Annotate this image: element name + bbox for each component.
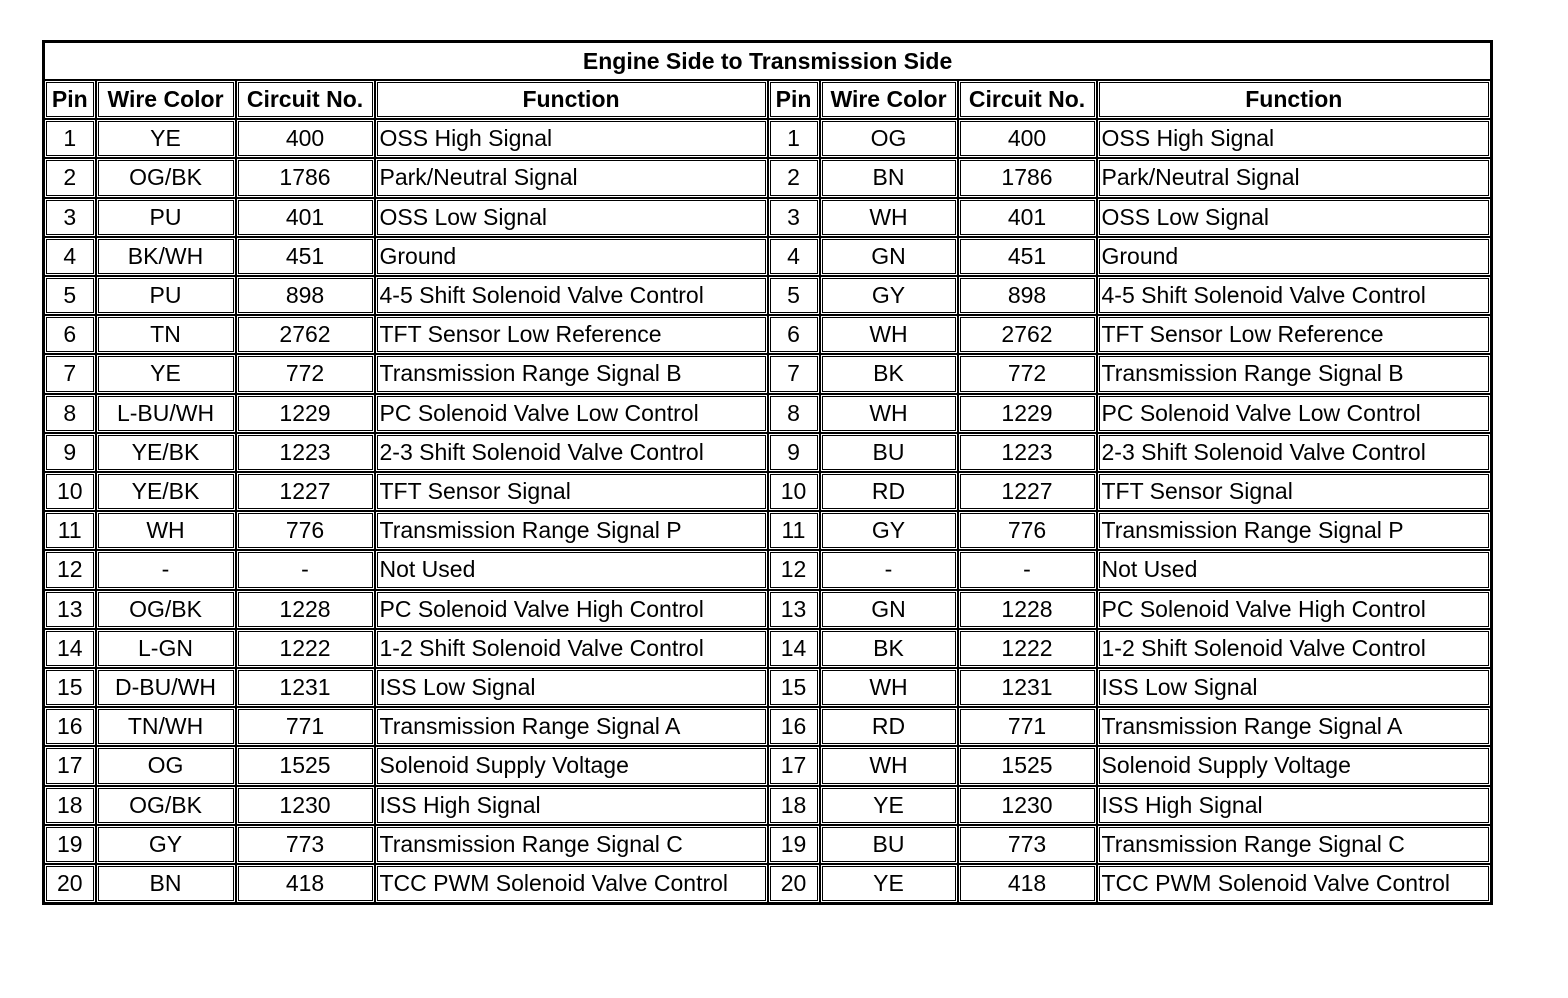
circuit-no-transmission-cell: 771 <box>958 707 1097 746</box>
header-pin-transmission: Pin <box>768 80 820 119</box>
pin-transmission-cell: 19 <box>768 825 820 864</box>
circuit-no-transmission-cell: 1227 <box>958 472 1097 511</box>
function-engine-cell: TFT Sensor Low Reference <box>375 315 768 354</box>
wire-color-transmission-cell: WH <box>820 746 958 785</box>
circuit-no-engine-cell: 773 <box>236 825 375 864</box>
function-engine-cell: Ground <box>375 237 768 276</box>
circuit-no-engine-cell: 1223 <box>236 433 375 472</box>
function-engine-cell: TFT Sensor Signal <box>375 472 768 511</box>
pin-transmission-cell: 5 <box>768 276 820 315</box>
wire-color-transmission-cell: BK <box>820 629 958 668</box>
circuit-no-engine-cell: 771 <box>236 707 375 746</box>
function-transmission-cell: Park/Neutral Signal <box>1097 158 1492 197</box>
pin-engine-cell: 10 <box>44 472 96 511</box>
pin-engine-cell: 18 <box>44 786 96 825</box>
function-transmission-cell: ISS High Signal <box>1097 786 1492 825</box>
function-transmission-cell: 1-2 Shift Solenoid Valve Control <box>1097 629 1492 668</box>
circuit-no-transmission-cell: 1228 <box>958 590 1097 629</box>
function-engine-cell: Transmission Range Signal C <box>375 825 768 864</box>
circuit-no-transmission-cell: 1222 <box>958 629 1097 668</box>
header-function-transmission: Function <box>1097 80 1492 119</box>
function-transmission-cell: Ground <box>1097 237 1492 276</box>
wire-color-transmission-cell: GY <box>820 511 958 550</box>
circuit-no-transmission-cell: - <box>958 550 1097 589</box>
wire-color-transmission-cell: YE <box>820 786 958 825</box>
function-engine-cell: Transmission Range Signal P <box>375 511 768 550</box>
pin-engine-cell: 6 <box>44 315 96 354</box>
table-row <box>44 786 1492 825</box>
header-row <box>44 80 1492 119</box>
circuit-no-transmission-cell: 772 <box>958 354 1097 393</box>
pin-engine-cell: 7 <box>44 354 96 393</box>
header-wire-color-transmission: Wire Color <box>820 80 958 119</box>
wire-color-transmission-cell: WH <box>820 394 958 433</box>
pin-engine-cell: 4 <box>44 237 96 276</box>
wire-color-engine-cell: OG/BK <box>96 786 236 825</box>
wire-color-transmission-cell: RD <box>820 707 958 746</box>
wire-color-engine-cell: L-GN <box>96 629 236 668</box>
wire-color-transmission-cell: GN <box>820 237 958 276</box>
pin-transmission-cell: 18 <box>768 786 820 825</box>
circuit-no-transmission-cell: 1230 <box>958 786 1097 825</box>
wire-color-engine-cell: PU <box>96 198 236 237</box>
header-circuit-no-engine: Circuit No. <box>236 80 375 119</box>
circuit-no-transmission-cell: 418 <box>958 864 1097 904</box>
circuit-no-engine-cell: 401 <box>236 198 375 237</box>
wire-color-transmission-cell: WH <box>820 315 958 354</box>
table-row <box>44 433 1492 472</box>
wire-color-transmission-cell: GN <box>820 590 958 629</box>
function-transmission-cell: OSS Low Signal <box>1097 198 1492 237</box>
pin-transmission-cell: 12 <box>768 550 820 589</box>
pin-engine-cell: 15 <box>44 668 96 707</box>
pin-transmission-cell: 10 <box>768 472 820 511</box>
wire-color-engine-cell: YE <box>96 119 236 158</box>
header-function-engine: Function <box>375 80 768 119</box>
table-row <box>44 354 1492 393</box>
wire-color-engine-cell: BK/WH <box>96 237 236 276</box>
function-engine-cell: ISS High Signal <box>375 786 768 825</box>
pin-transmission-cell: 3 <box>768 198 820 237</box>
circuit-no-engine-cell: 776 <box>236 511 375 550</box>
wire-color-transmission-cell: RD <box>820 472 958 511</box>
circuit-no-engine-cell: 400 <box>236 119 375 158</box>
function-transmission-cell: TFT Sensor Signal <box>1097 472 1492 511</box>
header-pin-engine: Pin <box>44 80 96 119</box>
wire-color-transmission-cell: WH <box>820 668 958 707</box>
table-row <box>44 707 1492 746</box>
table-row <box>44 237 1492 276</box>
pin-transmission-cell: 2 <box>768 158 820 197</box>
pin-transmission-cell: 4 <box>768 237 820 276</box>
pin-engine-cell: 9 <box>44 433 96 472</box>
function-transmission-cell: 2-3 Shift Solenoid Valve Control <box>1097 433 1492 472</box>
wire-color-engine-cell: YE <box>96 354 236 393</box>
function-transmission-cell: 4-5 Shift Solenoid Valve Control <box>1097 276 1492 315</box>
pin-engine-cell: 19 <box>44 825 96 864</box>
function-engine-cell: Transmission Range Signal B <box>375 354 768 393</box>
function-transmission-cell: Not Used <box>1097 550 1492 589</box>
circuit-no-transmission-cell: 1231 <box>958 668 1097 707</box>
pin-transmission-cell: 15 <box>768 668 820 707</box>
pin-engine-cell: 16 <box>44 707 96 746</box>
pin-transmission-cell: 13 <box>768 590 820 629</box>
circuit-no-engine-cell: 1222 <box>236 629 375 668</box>
circuit-no-engine-cell: 1228 <box>236 590 375 629</box>
circuit-no-engine-cell: 418 <box>236 864 375 904</box>
circuit-no-engine-cell: 1786 <box>236 158 375 197</box>
circuit-no-transmission-cell: 773 <box>958 825 1097 864</box>
table-title: Engine Side to Transmission Side <box>44 42 1492 81</box>
table-row <box>44 315 1492 354</box>
pin-transmission-cell: 14 <box>768 629 820 668</box>
function-transmission-cell: TCC PWM Solenoid Valve Control <box>1097 864 1492 904</box>
wire-color-engine-cell: BN <box>96 864 236 904</box>
function-engine-cell: 2-3 Shift Solenoid Valve Control <box>375 433 768 472</box>
pin-engine-cell: 20 <box>44 864 96 904</box>
pin-engine-cell: 8 <box>44 394 96 433</box>
pinout-table <box>42 40 1493 905</box>
table-row <box>44 668 1492 707</box>
wire-color-transmission-cell: BU <box>820 825 958 864</box>
pin-engine-cell: 17 <box>44 746 96 785</box>
function-engine-cell: 4-5 Shift Solenoid Valve Control <box>375 276 768 315</box>
function-engine-cell: Park/Neutral Signal <box>375 158 768 197</box>
pin-engine-cell: 11 <box>44 511 96 550</box>
pin-transmission-cell: 17 <box>768 746 820 785</box>
function-engine-cell: PC Solenoid Valve Low Control <box>375 394 768 433</box>
pin-transmission-cell: 7 <box>768 354 820 393</box>
pin-engine-cell: 12 <box>44 550 96 589</box>
wire-color-engine-cell: PU <box>96 276 236 315</box>
table-row <box>44 472 1492 511</box>
function-engine-cell: ISS Low Signal <box>375 668 768 707</box>
function-transmission-cell: ISS Low Signal <box>1097 668 1492 707</box>
table-row <box>44 864 1492 904</box>
pin-transmission-cell: 1 <box>768 119 820 158</box>
wire-color-engine-cell: - <box>96 550 236 589</box>
function-transmission-cell: PC Solenoid Valve High Control <box>1097 590 1492 629</box>
circuit-no-transmission-cell: 898 <box>958 276 1097 315</box>
circuit-no-transmission-cell: 400 <box>958 119 1097 158</box>
table-body <box>44 119 1492 904</box>
function-transmission-cell: Transmission Range Signal A <box>1097 707 1492 746</box>
function-transmission-cell: PC Solenoid Valve Low Control <box>1097 394 1492 433</box>
circuit-no-engine-cell: - <box>236 550 375 589</box>
circuit-no-engine-cell: 1230 <box>236 786 375 825</box>
circuit-no-engine-cell: 1229 <box>236 394 375 433</box>
circuit-no-transmission-cell: 776 <box>958 511 1097 550</box>
function-engine-cell: TCC PWM Solenoid Valve Control <box>375 864 768 904</box>
wire-color-engine-cell: TN <box>96 315 236 354</box>
wire-color-engine-cell: YE/BK <box>96 472 236 511</box>
wire-color-engine-cell: OG <box>96 746 236 785</box>
table-row <box>44 746 1492 785</box>
table-row <box>44 276 1492 315</box>
function-transmission-cell: TFT Sensor Low Reference <box>1097 315 1492 354</box>
function-transmission-cell: Transmission Range Signal B <box>1097 354 1492 393</box>
circuit-no-engine-cell: 1525 <box>236 746 375 785</box>
pin-engine-cell: 2 <box>44 158 96 197</box>
circuit-no-engine-cell: 772 <box>236 354 375 393</box>
pin-transmission-cell: 16 <box>768 707 820 746</box>
function-transmission-cell: Transmission Range Signal C <box>1097 825 1492 864</box>
pin-engine-cell: 14 <box>44 629 96 668</box>
pin-transmission-cell: 11 <box>768 511 820 550</box>
wire-color-transmission-cell: BU <box>820 433 958 472</box>
pin-engine-cell: 13 <box>44 590 96 629</box>
wire-color-engine-cell: OG/BK <box>96 158 236 197</box>
function-engine-cell: Solenoid Supply Voltage <box>375 746 768 785</box>
table-row <box>44 119 1492 158</box>
function-engine-cell: PC Solenoid Valve High Control <box>375 590 768 629</box>
header-wire-color-engine: Wire Color <box>96 80 236 119</box>
table-row <box>44 550 1492 589</box>
wire-color-transmission-cell: WH <box>820 198 958 237</box>
circuit-no-transmission-cell: 451 <box>958 237 1097 276</box>
wire-color-engine-cell: YE/BK <box>96 433 236 472</box>
table-row <box>44 825 1492 864</box>
pin-engine-cell: 5 <box>44 276 96 315</box>
wire-color-engine-cell: GY <box>96 825 236 864</box>
wire-color-transmission-cell: BK <box>820 354 958 393</box>
pin-transmission-cell: 6 <box>768 315 820 354</box>
function-transmission-cell: Solenoid Supply Voltage <box>1097 746 1492 785</box>
wire-color-engine-cell: WH <box>96 511 236 550</box>
circuit-no-transmission-cell: 1786 <box>958 158 1097 197</box>
circuit-no-engine-cell: 1227 <box>236 472 375 511</box>
pin-engine-cell: 1 <box>44 119 96 158</box>
table-row <box>44 590 1492 629</box>
function-engine-cell: OSS Low Signal <box>375 198 768 237</box>
wire-color-engine-cell: OG/BK <box>96 590 236 629</box>
function-engine-cell: Transmission Range Signal A <box>375 707 768 746</box>
header-circuit-no-transmission: Circuit No. <box>958 80 1097 119</box>
function-transmission-cell: OSS High Signal <box>1097 119 1492 158</box>
circuit-no-engine-cell: 898 <box>236 276 375 315</box>
circuit-no-engine-cell: 2762 <box>236 315 375 354</box>
wire-color-transmission-cell: GY <box>820 276 958 315</box>
pin-engine-cell: 3 <box>44 198 96 237</box>
wire-color-engine-cell: D-BU/WH <box>96 668 236 707</box>
pin-transmission-cell: 8 <box>768 394 820 433</box>
function-engine-cell: Not Used <box>375 550 768 589</box>
wire-color-engine-cell: L-BU/WH <box>96 394 236 433</box>
wire-color-transmission-cell: OG <box>820 119 958 158</box>
table-row <box>44 158 1492 197</box>
circuit-no-transmission-cell: 1525 <box>958 746 1097 785</box>
circuit-no-engine-cell: 451 <box>236 237 375 276</box>
wire-color-engine-cell: TN/WH <box>96 707 236 746</box>
circuit-no-transmission-cell: 1223 <box>958 433 1097 472</box>
circuit-no-transmission-cell: 401 <box>958 198 1097 237</box>
table-row <box>44 629 1492 668</box>
table-row <box>44 394 1492 433</box>
table-row <box>44 511 1492 550</box>
wire-color-transmission-cell: YE <box>820 864 958 904</box>
wire-color-transmission-cell: BN <box>820 158 958 197</box>
pin-transmission-cell: 20 <box>768 864 820 904</box>
pin-transmission-cell: 9 <box>768 433 820 472</box>
function-transmission-cell: Transmission Range Signal P <box>1097 511 1492 550</box>
function-engine-cell: OSS High Signal <box>375 119 768 158</box>
circuit-no-transmission-cell: 1229 <box>958 394 1097 433</box>
circuit-no-transmission-cell: 2762 <box>958 315 1097 354</box>
wire-color-transmission-cell: - <box>820 550 958 589</box>
table-row <box>44 198 1492 237</box>
function-engine-cell: 1-2 Shift Solenoid Valve Control <box>375 629 768 668</box>
circuit-no-engine-cell: 1231 <box>236 668 375 707</box>
